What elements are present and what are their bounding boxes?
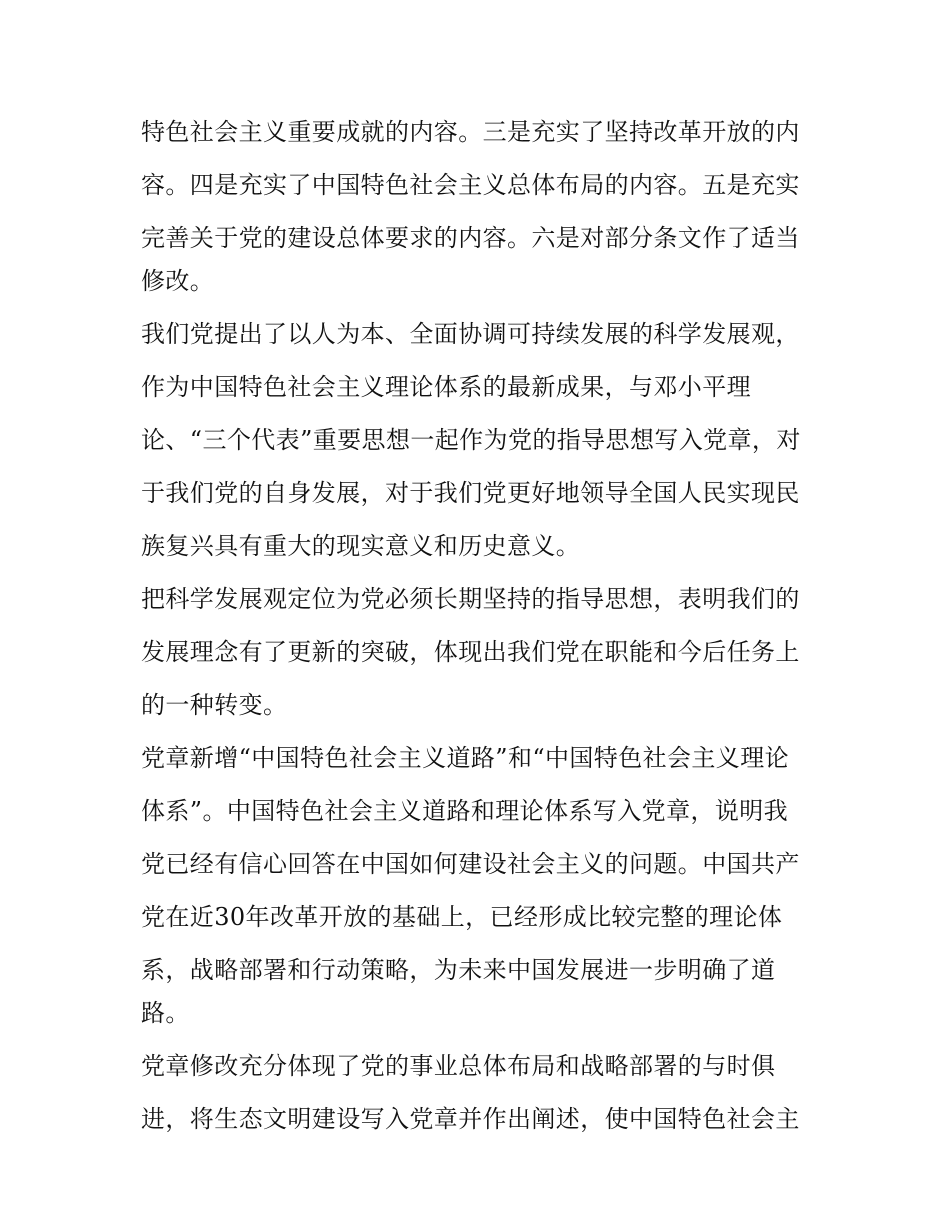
text-line: 论、“三个代表”重要思想一起作为党的指导思想写入党章，对 [141, 426, 801, 454]
text-line: 作为中国特色社会主义理论体系的最新成果，与邓小平理 [141, 373, 751, 401]
text-line: 党章修改充分体现了党的事业总体布局和战略部署的与时俱 [141, 1052, 776, 1080]
text-line: 党在近30年改革开放的基础上，已经形成比较完整的理论体 [141, 903, 783, 931]
text-line: 完善关于党的建设总体要求的内容。六是对部分条文作了适当 [141, 224, 800, 252]
text-line: 容。四是充实了中国特色社会主义总体布局的内容。五是充实 [141, 171, 800, 199]
text-line: 我们党提出了以人为本、全面协调可持续发展的科学发展观， [141, 320, 800, 348]
text-line: 发展理念有了更新的突破，体现出我们党在职能和今后任务上 [141, 638, 800, 666]
text-line: 体系”。中国特色社会主义道路和理论体系写入党章，说明我 [141, 797, 789, 825]
text-line: 于我们党的自身发展，对于我们党更好地领导全国人民实现民 [141, 479, 800, 507]
text-line: 的一种转变。 [141, 691, 288, 719]
text-line: 族复兴具有重大的现实意义和历史意义。 [141, 532, 581, 560]
text-line: 路。 [141, 999, 190, 1027]
text-line: 党章新增“中国特色社会主义道路”和“中国特色社会主义理论 [141, 744, 790, 772]
text-line: 特色社会主义重要成就的内容。三是充实了坚持改革开放的内 [141, 118, 800, 146]
text-line: 修改。 [141, 267, 215, 295]
text-line: 党已经有信心回答在中国如何建设社会主义的问题。中国共产 [141, 850, 800, 878]
text-line: 系，战略部署和行动策略，为未来中国发展进一步明确了道 [141, 956, 776, 984]
text-line: 把科学发展观定位为党必须长期坚持的指导思想，表明我们的 [141, 585, 800, 613]
text-line: 进，将生态文明建设写入党章并作出阐述，使中国特色社会主 [141, 1105, 800, 1133]
